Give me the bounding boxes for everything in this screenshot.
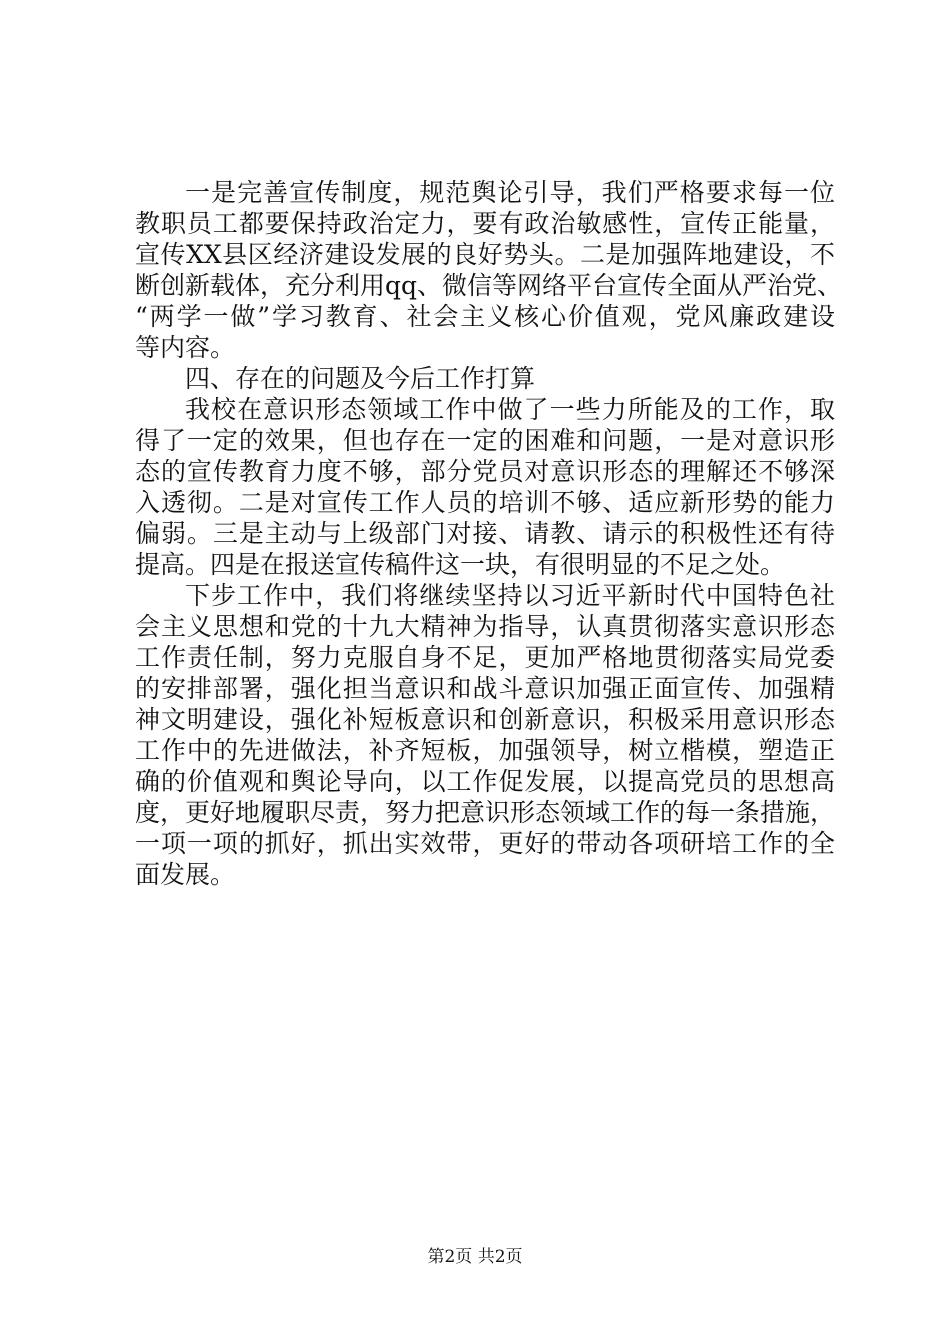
document-body xyxy=(135,177,843,890)
text-line: 得了一定的效果，但也存在一定的困难和问题，一是对意识形 xyxy=(135,426,835,455)
text-line: 一是完善宣传制度，规范舆论引导，我们严格要求每一位 xyxy=(185,178,835,207)
text-line: 偏弱。三是主动与上级部门对接、请教、请示的积极性还有待 xyxy=(135,519,835,548)
text-line: 下步工作中，我们将继续坚持以习近平新时代中国特色社 xyxy=(185,581,835,610)
text-line: 的安排部署，强化担当意识和战斗意识加强正面宣传、加强精 xyxy=(135,674,835,703)
text-line: 入透彻。二是对宣传工作人员的培训不够、适应新形势的能力 xyxy=(135,488,835,517)
text-line: 工作责任制，努力克服自身不足，更加严格地贯彻落实局党委 xyxy=(135,643,835,672)
text-line: 宣传XX县区经济建设发展的良好势头。二是加强阵地建设，不 xyxy=(135,240,835,269)
text-line: 面发展。 xyxy=(135,860,236,889)
text-line: 等内容。 xyxy=(135,333,236,362)
text-line: 一项一项的抓好，抓出实效带，更好的带动各项研培工作的全 xyxy=(135,829,835,858)
text-line: 断创新载体，充分利用qq、微信等网络平台宣传全面从严治党、 xyxy=(135,271,843,300)
text-line: 确的价值观和舆论导向，以工作促发展，以提高党员的思想高 xyxy=(135,767,835,796)
text-line: 工作中的先进做法，补齐短板，加强领导，树立楷模，塑造正 xyxy=(135,736,835,765)
text-line: 提高。四是在报送宣传稿件这一块，有很明显的不足之处。 xyxy=(135,550,786,579)
text-line: “两学一做”学习教育、社会主义核心价值观，党风廉政建设 xyxy=(135,302,835,331)
text-line: 神文明建设，强化补短板意识和创新意识，积极采用意识形态 xyxy=(135,705,835,734)
section-heading: 四、存在的问题及今后工作打算 xyxy=(185,364,536,393)
text-line: 态的宣传教育力度不够，部分党员对意识形态的理解还不够深 xyxy=(135,457,835,486)
text-line: 我校在意识形态领域工作中做了一些力所能及的工作，取 xyxy=(185,395,835,424)
text-line: 度，更好地履职尽责，努力把意识形态领域工作的每一条措施， xyxy=(135,798,836,827)
text-line: 教职员工都要保持政治定力，要有政治敏感性，宣传正能量， xyxy=(135,209,835,238)
page-number-footer: 第2页 共2页 xyxy=(427,1247,523,1267)
text-line: 会主义思想和党的十九大精神为指导，认真贯彻落实意识形态 xyxy=(135,612,835,641)
